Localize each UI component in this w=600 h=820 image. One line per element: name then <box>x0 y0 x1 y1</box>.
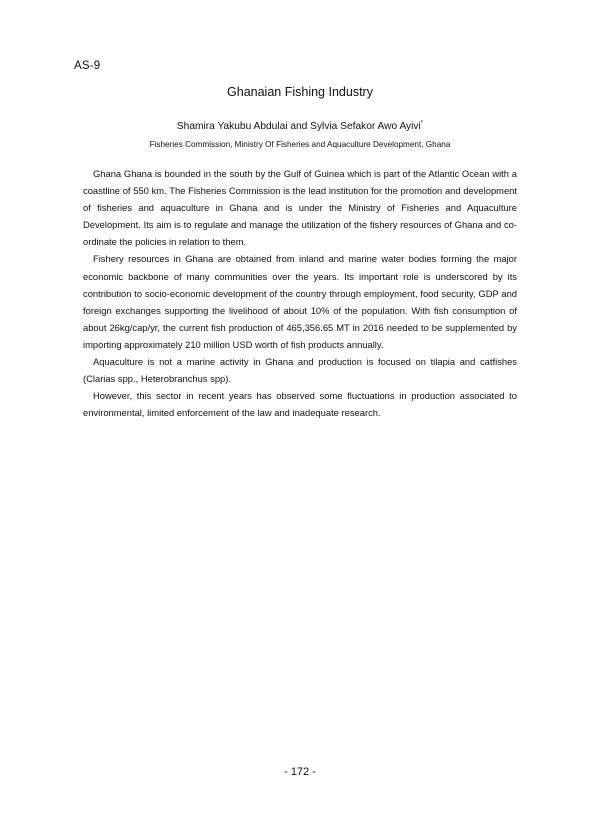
paper-title: Ghanaian Fishing Industry <box>227 85 373 99</box>
paragraph: Aquaculture is not a marine activity in Ghana and production is focused on tilapia and catfishes (Clarias spp., Heterobranchus spp). <box>83 356 517 385</box>
abstract-code: AS-9 <box>74 60 101 72</box>
affiliation: Fisheries Commission, Ministry Of Fisheries and Aquaculture Development, Ghana <box>149 140 451 149</box>
abstract-body <box>83 165 517 421</box>
paragraph: Fishery resources in Ghana are obtained from inland and marine water bodies forming the major economic backbone of many communities over the years. Its important role is underscored by its contribution to socio-economic development of the country through employment, food security, GDP and foreign exchanges supporting the livelihood of about 10% of the population. With fish consumption of about 26kg/cap/yr, the current fish production of 465,356.65 MT in 2016 needed to be supplemented by importing approximately 210 million USD worth of fish products annually. <box>83 253 517 350</box>
page-number: - 172 - <box>284 766 316 778</box>
paragraph: Ghana Ghana is bounded in the south by the Gulf of Guinea which is part of the Atlantic Ocean with a coastline of 550 km. The Fisheries Commission is the lead institution for the promotion and development of fisheries and aquaculture in Ghana and is under the Ministry of Fisheries and Aquaculture Development. Its aim is to regulate and manage the utilization of the fishery resources of Ghana and co-ordinate the policies in relation to them. <box>83 168 517 248</box>
author-line <box>0 121 600 132</box>
corresponding-author-mark: * <box>420 120 424 127</box>
author-names: Shamira Yakubu Abdulai and Sylvia Sefakor Awo Ayivi <box>176 121 421 132</box>
paragraph: However, this sector in recent years has observed some fluctuations in production associated to environmental, limited enforcement of the law and inadequate research. <box>83 390 517 419</box>
